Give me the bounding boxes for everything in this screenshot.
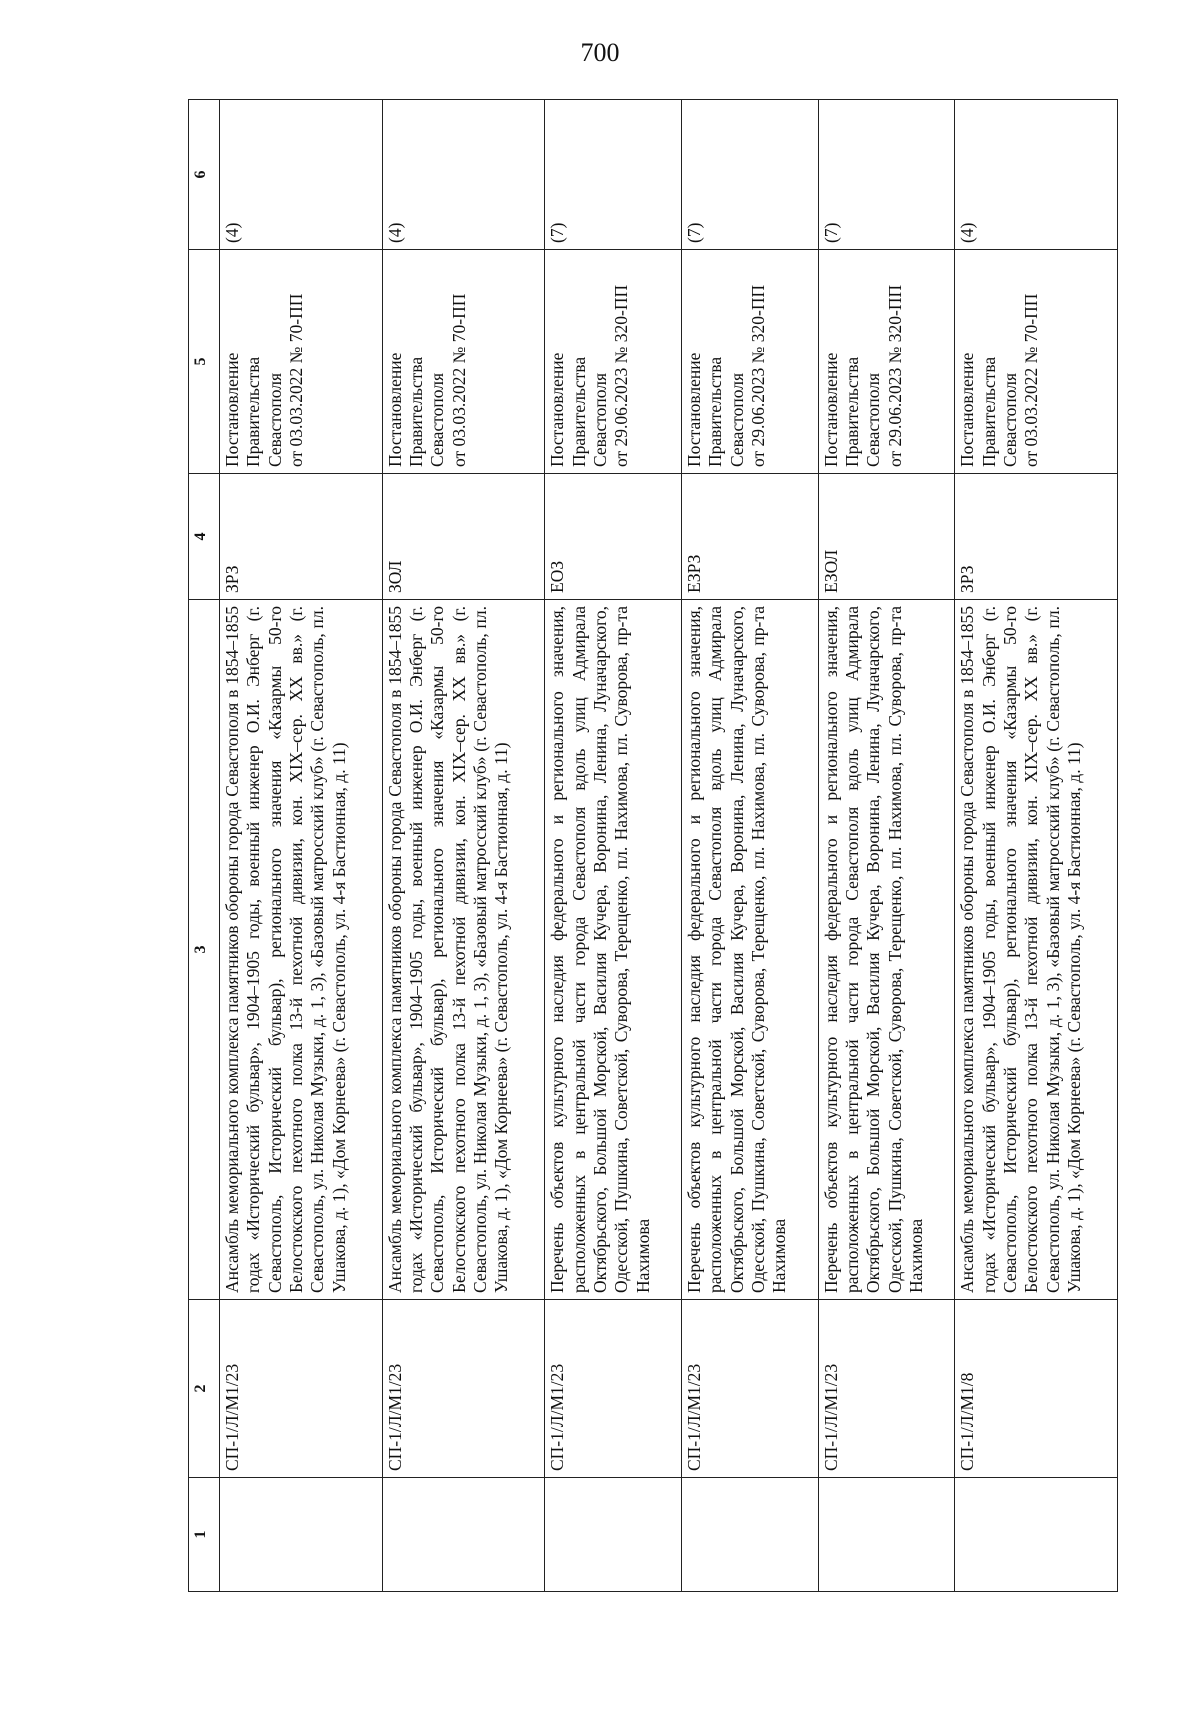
row-number-cell: [682, 1478, 819, 1592]
table-row: [382, 100, 545, 1592]
note-cell: (4): [220, 100, 383, 250]
document-line: Севастополя: [590, 372, 611, 467]
document-line: от 03.03.2022 № 70-ПП: [448, 293, 469, 467]
document-line: Постановление: [957, 352, 978, 467]
row-number-cell: [220, 1478, 383, 1592]
page-number: 700: [580, 38, 620, 67]
row-number-cell: [818, 1478, 955, 1592]
table-row: [545, 100, 682, 1592]
document-line: от 29.06.2023 № 320-ПП: [748, 284, 769, 467]
document-line: Постановление: [222, 352, 242, 467]
column-header: 2: [189, 1300, 220, 1478]
zone-code-cell: СП-1/Л/М1/23: [545, 1300, 682, 1478]
table-row: [682, 100, 819, 1592]
column-header: 6: [189, 100, 220, 250]
document-line: от 29.06.2023 № 320-ПП: [884, 284, 905, 467]
table-body: [220, 100, 1118, 1592]
zone-code-cell: СП-1/Л/М1/23: [818, 1300, 955, 1478]
table-row: [955, 100, 1118, 1592]
zone-type-cell: ЗРЗ: [955, 474, 1118, 600]
object-description-cell: Перечень объектов культурного наследия федерального и регионального значения, расположенных в центральной части города Севастополя вдоль улиц Адмирала Октябрьского, Большой Морской, Василия Кучера, Воронина, Ленина, Луначарского, Одесской, Пушкина, Советской, Суворова, Терещенко, пл. Нахимова, пл. Суворова, пр-та Нахимова: [545, 600, 682, 1300]
document-cell: [955, 250, 1118, 474]
column-header: 1: [189, 1478, 220, 1592]
document-line: Правительства: [568, 356, 589, 467]
zone-code-cell: СП-1/Л/М1/23: [382, 1300, 545, 1478]
zone-code-cell: СП-1/Л/М1/8: [955, 1300, 1118, 1478]
column-header: 4: [189, 474, 220, 600]
document-cell: [220, 250, 383, 474]
document-line: Постановление: [384, 352, 405, 467]
zone-code-cell: СП-1/Л/М1/23: [220, 1300, 383, 1478]
rotated-table-container: [188, 100, 1118, 1592]
note-cell: (7): [818, 100, 955, 250]
document-cell: [682, 250, 819, 474]
document-line: Постановление: [820, 352, 841, 467]
column-header: 3: [189, 600, 220, 1300]
zone-type-cell: ЕОЗ: [545, 474, 682, 600]
document-line: от 29.06.2023 № 320-ПП: [611, 284, 632, 467]
row-number-cell: [955, 1478, 1118, 1592]
table-row: [818, 100, 955, 1592]
table-row: [220, 100, 383, 1592]
document-line: Постановление: [547, 352, 568, 467]
document-line: Правительства: [978, 356, 999, 467]
object-description-cell: Ансамбль мемориального комплекса памятников обороны города Севастополя в 1854–1855 годах «Исторический бульвар», 1904–1905 годы, военный инженер О.И. Энберг (г. Севастополь, Исторический бульвар), регионального значения «Казармы 50-го Белостокского пехотного полка 13-й пехотной дивизии, кон. XIX–сер. XX вв.» (г. Севастополь, ул. Николая Музыки, д. 1, 3), «Базовый матросский клуб» (г. Севастополь, пл. Ушакова, д. 1), «Дом Корнеева» (г. Севастополь, ул. 4-я Бастионная, д. 11): [382, 600, 545, 1300]
document-line: Севастополя: [427, 372, 448, 467]
zone-type-cell: ЗРЗ: [220, 474, 383, 600]
note-cell: (7): [545, 100, 682, 250]
object-description-cell: Ансамбль мемориального комплекса памятников обороны города Севастополя в 1854–1855 годах «Исторический бульвар», 1904–1905 годы, военный инженер О.И. Энберг (г. Севастополь, Исторический бульвар), регионального значения «Казармы 50-го Белостокского пехотного полка 13-й пехотной дивизии, кон. XIX–сер. XX вв.» (г. Севастополь, ул. Николая Музыки, д. 1, 3), «Базовый матросский клуб» (г. Севастополь, пл. Ушакова, д. 1), «Дом Корнеева» (г. Севастополь, ул. 4-я Бастионная, д. 11): [955, 600, 1118, 1300]
document-line: Правительства: [705, 356, 726, 467]
document-line: от 03.03.2022 № 70-ПП: [286, 293, 307, 467]
note-cell: (7): [682, 100, 819, 250]
row-number-cell: [545, 1478, 682, 1592]
document-cell: [382, 250, 545, 474]
header-row: [189, 100, 220, 1592]
note-cell: (4): [382, 100, 545, 250]
document-line: от 03.03.2022 № 70-ПП: [1021, 293, 1042, 467]
object-description-cell: Перечень объектов культурного наследия федерального и регионального значения, расположенных в центральной части города Севастополя вдоль улиц Адмирала Октябрьского, Большой Морской, Василия Кучера, Воронина, Ленина, Луначарского, Одесской, Пушкина, Советской, Суворова, Терещенко, пл. Нахимова, пл. Суворова, пр-та Нахимова: [818, 600, 955, 1300]
zones-table: [188, 99, 1118, 1592]
document-line: Правительства: [841, 356, 862, 467]
document-line: Постановление: [684, 352, 705, 467]
document-line: Правительства: [243, 356, 264, 467]
document-cell: [818, 250, 955, 474]
document-line: Севастополя: [999, 372, 1020, 467]
document-cell: [545, 250, 682, 474]
object-description-cell: Перечень объектов культурного наследия федерального и регионального значения, расположенных в центральной части города Севастополя вдоль улиц Адмирала Октябрьского, Большой Морской, Василия Кучера, Воронина, Ленина, Луначарского, Одесской, Пушкина, Советской, Суворова, Терещенко, пл. Нахимова, пл. Суворова, пр-та Нахимова: [682, 600, 819, 1300]
zone-code-cell: СП-1/Л/М1/23: [682, 1300, 819, 1478]
document-line: Севастополя: [863, 372, 884, 467]
row-number-cell: [382, 1478, 545, 1592]
zone-type-cell: ЗОЛ: [382, 474, 545, 600]
zone-type-cell: ЕЗРЗ: [682, 474, 819, 600]
document-line: Севастополя: [264, 372, 285, 467]
column-header: 5: [189, 250, 220, 474]
document-line: Правительства: [406, 356, 427, 467]
note-cell: (4): [955, 100, 1118, 250]
document-line: Севастополя: [726, 372, 747, 467]
zone-type-cell: ЕЗОЛ: [818, 474, 955, 600]
object-description-cell: Ансамбль мемориального комплекса памятников обороны города Севастополя в 1854–1855 годах «Исторический бульвар», 1904–1905 годы, военный инженер О.И. Энберг (г. Севастополь, Исторический бульвар), регионального значения «Казармы 50-го Белостокского пехотного полка 13-й пехотной дивизии, кон. XIX–сер. XX вв.» (г. Севастополь, ул. Николая Музыки, д. 1, 3), «Базовый матросский клуб» (г. Севастополь, пл. Ушакова, д. 1), «Дом Корнеева» (г. Севастополь, ул. 4-я Бастионная, д. 11): [220, 600, 383, 1300]
